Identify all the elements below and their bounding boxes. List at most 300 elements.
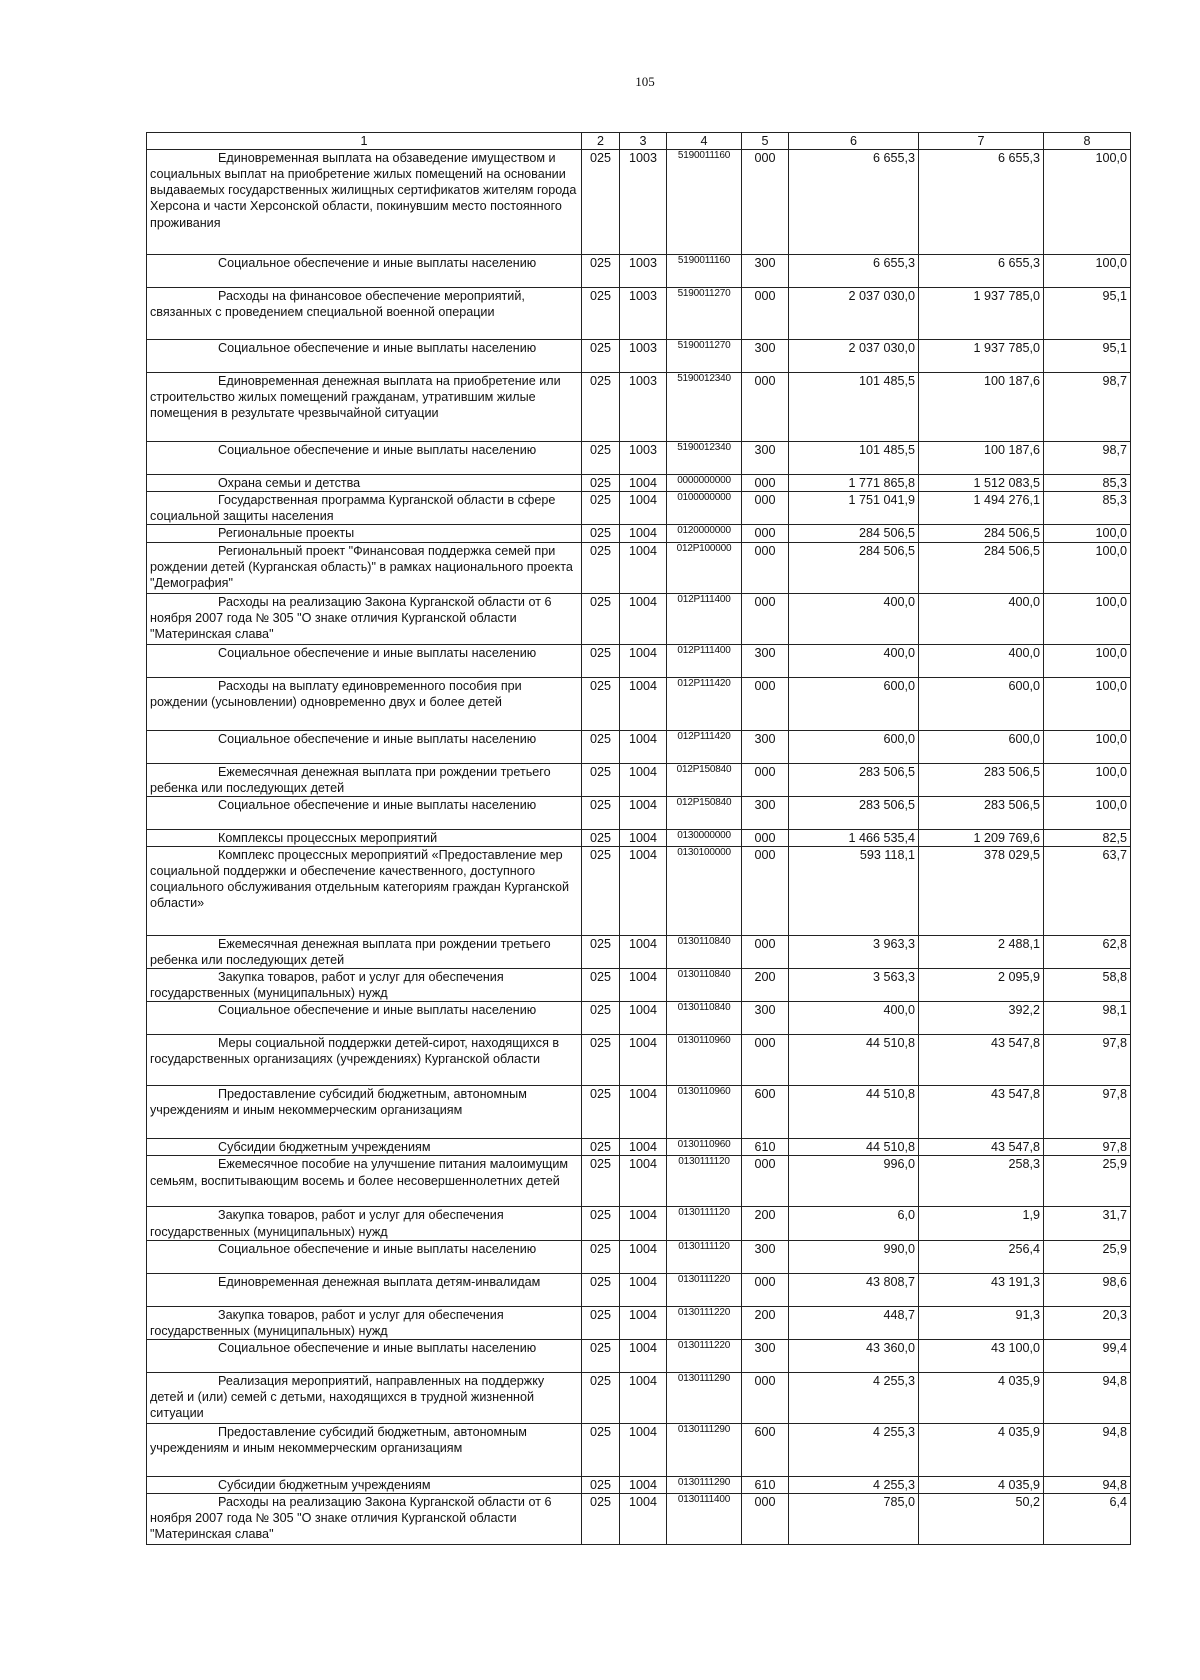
expense-type-code: 600 [742, 1086, 789, 1139]
execution-percent: 63,7 [1044, 846, 1131, 935]
executed-amount: 50,2 [919, 1493, 1044, 1544]
admin-code: 025 [582, 442, 620, 475]
execution-percent: 100,0 [1044, 763, 1131, 796]
section-code: 1004 [620, 677, 667, 730]
execution-percent: 100,0 [1044, 150, 1131, 255]
table-row [147, 475, 1131, 492]
target-article-code: 0130111220 [667, 1273, 742, 1306]
column-header: 2 [582, 133, 620, 150]
expense-type-code: 000 [742, 475, 789, 492]
table-row [147, 829, 1131, 846]
expense-type-code: 000 [742, 492, 789, 525]
executed-amount: 100 187,6 [919, 373, 1044, 442]
row-description: Расходы на финансовое обеспечение мероприятий, связанных с проведением специальной военной операции [150, 289, 525, 320]
row-description: Ежемесячное пособие на улучшение питания малоимущим семьям, воспитывающим восемь и более несовершеннолетних детей [150, 1157, 569, 1188]
target-article-code: 0130111120 [667, 1207, 742, 1240]
executed-amount: 43 547,8 [919, 1086, 1044, 1139]
section-code: 1004 [620, 644, 667, 677]
row-description-cell [147, 1207, 582, 1240]
expense-type-code: 000 [742, 288, 789, 340]
target-article-code: 012P150840 [667, 763, 742, 796]
row-description-cell [147, 644, 582, 677]
planned-amount: 4 255,3 [789, 1423, 919, 1476]
row-description-cell [147, 1493, 582, 1544]
executed-amount: 91,3 [919, 1306, 1044, 1339]
target-article-code: 5190012340 [667, 373, 742, 442]
table-row [147, 935, 1131, 968]
table-row [147, 677, 1131, 730]
expense-type-code: 200 [742, 969, 789, 1002]
target-article-code: 5190011160 [667, 255, 742, 288]
column-header: 6 [789, 133, 919, 150]
section-code: 1004 [620, 1306, 667, 1339]
section-code: 1004 [620, 593, 667, 644]
executed-amount: 256,4 [919, 1240, 1044, 1273]
admin-code: 025 [582, 644, 620, 677]
planned-amount: 600,0 [789, 677, 919, 730]
admin-code: 025 [582, 1476, 620, 1493]
table-row [147, 340, 1131, 373]
execution-percent: 100,0 [1044, 677, 1131, 730]
row-description: Социальное обеспечение и иные выплаты населению [218, 341, 537, 356]
target-article-code: 0130110960 [667, 1086, 742, 1139]
row-description-cell [147, 730, 582, 763]
admin-code: 025 [582, 1339, 620, 1372]
target-article-code: 012P111400 [667, 593, 742, 644]
row-description-cell [147, 935, 582, 968]
target-article-code: 0130111290 [667, 1372, 742, 1423]
section-code: 1004 [620, 935, 667, 968]
row-description: Ежемесячная денежная выплата при рождении третьего ребенка или последующих детей [150, 764, 551, 795]
planned-amount: 43 360,0 [789, 1339, 919, 1372]
table-row [147, 1156, 1131, 1207]
row-description: Субсидии бюджетным учреждениям [218, 1477, 431, 1492]
section-code: 1004 [620, 730, 667, 763]
row-description: Субсидии бюджетным учреждениям [218, 1140, 431, 1155]
row-description-cell [147, 373, 582, 442]
row-description-cell [147, 1372, 582, 1423]
execution-percent: 25,9 [1044, 1156, 1131, 1207]
planned-amount: 283 506,5 [789, 763, 919, 796]
executed-amount: 2 095,9 [919, 969, 1044, 1002]
expense-type-code: 000 [742, 150, 789, 255]
section-code: 1003 [620, 255, 667, 288]
table-row [147, 644, 1131, 677]
table-row [147, 442, 1131, 475]
table-row [147, 1139, 1131, 1156]
admin-code: 025 [582, 1240, 620, 1273]
row-description-cell [147, 677, 582, 730]
row-description-cell [147, 340, 582, 373]
target-article-code: 0120000000 [667, 525, 742, 542]
admin-code: 025 [582, 935, 620, 968]
expense-type-code: 300 [742, 730, 789, 763]
column-header: 8 [1044, 133, 1131, 150]
execution-percent: 98,6 [1044, 1273, 1131, 1306]
planned-amount: 6 655,3 [789, 255, 919, 288]
executed-amount: 2 488,1 [919, 935, 1044, 968]
table-body [147, 150, 1131, 1545]
executed-amount: 1 512 083,5 [919, 475, 1044, 492]
expense-type-code: 200 [742, 1306, 789, 1339]
target-article-code: 012P111420 [667, 730, 742, 763]
planned-amount: 1 466 535,4 [789, 829, 919, 846]
execution-percent: 95,1 [1044, 288, 1131, 340]
row-description-cell [147, 525, 582, 542]
target-article-code: 0130111290 [667, 1423, 742, 1476]
section-code: 1004 [620, 1339, 667, 1372]
admin-code: 025 [582, 796, 620, 829]
column-header: 4 [667, 133, 742, 150]
expense-type-code: 610 [742, 1476, 789, 1493]
section-code: 1004 [620, 525, 667, 542]
executed-amount: 1 494 276,1 [919, 492, 1044, 525]
planned-amount: 43 808,7 [789, 1273, 919, 1306]
table-row [147, 1240, 1131, 1273]
table-row [147, 593, 1131, 644]
executed-amount: 392,2 [919, 1002, 1044, 1035]
admin-code: 025 [582, 730, 620, 763]
row-description: Закупка товаров, работ и услуг для обеспечения государственных (муниципальных) нужд [150, 1208, 504, 1239]
planned-amount: 785,0 [789, 1493, 919, 1544]
row-description: Социальное обеспечение и иные выплаты населению [218, 1241, 537, 1256]
table-row [147, 1372, 1131, 1423]
executed-amount: 1 937 785,0 [919, 340, 1044, 373]
target-article-code: 0130110840 [667, 969, 742, 1002]
expense-type-code: 000 [742, 846, 789, 935]
expense-type-code: 200 [742, 1207, 789, 1240]
execution-percent: 100,0 [1044, 255, 1131, 288]
planned-amount: 3 563,3 [789, 969, 919, 1002]
execution-percent: 97,8 [1044, 1035, 1131, 1086]
section-code: 1004 [620, 1273, 667, 1306]
row-description-cell [147, 1306, 582, 1339]
section-code: 1003 [620, 340, 667, 373]
row-description-cell [147, 1423, 582, 1476]
execution-percent: 94,8 [1044, 1476, 1131, 1493]
table-row [147, 1086, 1131, 1139]
executed-amount: 100 187,6 [919, 442, 1044, 475]
row-description: Единовременная денежная выплата детям-инвалидам [218, 1274, 541, 1289]
admin-code: 025 [582, 1002, 620, 1035]
planned-amount: 4 255,3 [789, 1372, 919, 1423]
executed-amount: 4 035,9 [919, 1372, 1044, 1423]
planned-amount: 284 506,5 [789, 542, 919, 593]
admin-code: 025 [582, 1273, 620, 1306]
table-row [147, 255, 1131, 288]
row-description: Единовременная выплата на обзаведение имуществом и социальных выплат на приобретение жилых помещений на основании выдаваемых государственных жилищных сертификатов жителям города Херсона и части Херсонской области, покинувшим место постоянного проживания [150, 151, 577, 230]
expense-type-code: 000 [742, 1372, 789, 1423]
executed-amount: 43 547,8 [919, 1139, 1044, 1156]
planned-amount: 593 118,1 [789, 846, 919, 935]
admin-code: 025 [582, 288, 620, 340]
row-description-cell [147, 1002, 582, 1035]
row-description-cell [147, 442, 582, 475]
expense-type-code: 000 [742, 1493, 789, 1544]
row-description-cell [147, 846, 582, 935]
target-article-code: 0130111220 [667, 1306, 742, 1339]
admin-code: 025 [582, 969, 620, 1002]
table-row [147, 150, 1131, 255]
executed-amount: 1 209 769,6 [919, 829, 1044, 846]
executed-amount: 6 655,3 [919, 150, 1044, 255]
expense-type-code: 300 [742, 340, 789, 373]
section-code: 1004 [620, 492, 667, 525]
execution-percent: 98,7 [1044, 373, 1131, 442]
section-code: 1004 [620, 1207, 667, 1240]
expense-type-code: 300 [742, 1240, 789, 1273]
row-description-cell [147, 1240, 582, 1273]
row-description-cell [147, 1156, 582, 1207]
execution-percent: 100,0 [1044, 730, 1131, 763]
admin-code: 025 [582, 1423, 620, 1476]
budget-table [146, 132, 1131, 1545]
planned-amount: 1 751 041,9 [789, 492, 919, 525]
section-code: 1004 [620, 796, 667, 829]
admin-code: 025 [582, 542, 620, 593]
expense-type-code: 000 [742, 1156, 789, 1207]
expense-type-code: 000 [742, 593, 789, 644]
section-code: 1004 [620, 475, 667, 492]
planned-amount: 44 510,8 [789, 1086, 919, 1139]
table-row [147, 1035, 1131, 1086]
expense-type-code: 000 [742, 525, 789, 542]
planned-amount: 284 506,5 [789, 525, 919, 542]
execution-percent: 100,0 [1044, 593, 1131, 644]
section-code: 1004 [620, 1493, 667, 1544]
executed-amount: 400,0 [919, 593, 1044, 644]
table-row [147, 1273, 1131, 1306]
planned-amount: 101 485,5 [789, 373, 919, 442]
section-code: 1004 [620, 969, 667, 1002]
table-row [147, 1493, 1131, 1544]
section-code: 1004 [620, 1002, 667, 1035]
row-description-cell [147, 969, 582, 1002]
planned-amount: 400,0 [789, 593, 919, 644]
admin-code: 025 [582, 475, 620, 492]
target-article-code: 5190011160 [667, 150, 742, 255]
table-row [147, 1423, 1131, 1476]
expense-type-code: 000 [742, 763, 789, 796]
executed-amount: 284 506,5 [919, 525, 1044, 542]
row-description: Региональные проекты [218, 526, 355, 541]
target-article-code: 0130000000 [667, 829, 742, 846]
execution-percent: 94,8 [1044, 1423, 1131, 1476]
row-description: Предоставление субсидий бюджетным, автономным учреждениям и иным некоммерческим организациям [150, 1087, 527, 1118]
row-description: Расходы на реализацию Закона Курганской области от 6 ноября 2007 года № 305 "О знаке отличия Курганской области "Материнская слава" [150, 1494, 552, 1542]
expense-type-code: 300 [742, 442, 789, 475]
target-article-code: 0130110840 [667, 935, 742, 968]
planned-amount: 400,0 [789, 1002, 919, 1035]
expense-type-code: 600 [742, 1423, 789, 1476]
planned-amount: 448,7 [789, 1306, 919, 1339]
table-row [147, 542, 1131, 593]
target-article-code: 012P111400 [667, 644, 742, 677]
executed-amount: 283 506,5 [919, 763, 1044, 796]
admin-code: 025 [582, 846, 620, 935]
row-description-cell [147, 492, 582, 525]
row-description-cell [147, 255, 582, 288]
table-row [147, 288, 1131, 340]
target-article-code: 5190011270 [667, 288, 742, 340]
target-article-code: 012P100000 [667, 542, 742, 593]
target-article-code: 0130111120 [667, 1240, 742, 1273]
section-code: 1004 [620, 542, 667, 593]
admin-code: 025 [582, 1207, 620, 1240]
row-description: Охрана семьи и детства [218, 476, 361, 491]
column-header: 1 [147, 133, 582, 150]
execution-percent: 20,3 [1044, 1306, 1131, 1339]
table-header-row [147, 133, 1131, 150]
column-header: 3 [620, 133, 667, 150]
admin-code: 025 [582, 1156, 620, 1207]
executed-amount: 6 655,3 [919, 255, 1044, 288]
row-description: Комплекс процессных мероприятий «Предоставление мер социальной поддержки и обеспечение качественного, доступного социального обслуживания отдельным категориям граждан Курганской области» [150, 847, 570, 911]
planned-amount: 2 037 030,0 [789, 288, 919, 340]
executed-amount: 1 937 785,0 [919, 288, 1044, 340]
row-description: Региональный проект "Финансовая поддержка семей при рождении детей (Курганская область)" в рамках национального проекта "Демография" [150, 543, 573, 590]
execution-percent: 82,5 [1044, 829, 1131, 846]
expense-type-code: 000 [742, 829, 789, 846]
row-description: Реализация мероприятий, направленных на поддержку детей и (или) семей с детьми, находящихся в трудной жизненной ситуации [150, 1373, 545, 1421]
row-description-cell [147, 1273, 582, 1306]
execution-percent: 94,8 [1044, 1372, 1131, 1423]
admin-code: 025 [582, 829, 620, 846]
row-description-cell [147, 796, 582, 829]
admin-code: 025 [582, 340, 620, 373]
planned-amount: 2 037 030,0 [789, 340, 919, 373]
admin-code: 025 [582, 1035, 620, 1086]
executed-amount: 1,9 [919, 1207, 1044, 1240]
executed-amount: 600,0 [919, 730, 1044, 763]
row-description: Комплексы процессных мероприятий [218, 830, 438, 845]
admin-code: 025 [582, 1139, 620, 1156]
planned-amount: 283 506,5 [789, 796, 919, 829]
expense-type-code: 610 [742, 1139, 789, 1156]
expense-type-code: 000 [742, 542, 789, 593]
row-description: Закупка товаров, работ и услуг для обеспечения государственных (муниципальных) нужд [150, 970, 504, 1001]
row-description: Социальное обеспечение и иные выплаты населению [218, 797, 537, 812]
section-code: 1003 [620, 150, 667, 255]
admin-code: 025 [582, 677, 620, 730]
row-description: Ежемесячная денежная выплата при рождении третьего ребенка или последующих детей [150, 936, 551, 967]
executed-amount: 258,3 [919, 1156, 1044, 1207]
target-article-code: 0130110960 [667, 1139, 742, 1156]
table-row [147, 763, 1131, 796]
row-description-cell [147, 1339, 582, 1372]
section-code: 1004 [620, 1372, 667, 1423]
executed-amount: 4 035,9 [919, 1476, 1044, 1493]
table-row [147, 1002, 1131, 1035]
table-row [147, 525, 1131, 542]
section-code: 1004 [620, 846, 667, 935]
expense-type-code: 000 [742, 677, 789, 730]
planned-amount: 4 255,3 [789, 1476, 919, 1493]
execution-percent: 62,8 [1044, 935, 1131, 968]
execution-percent: 100,0 [1044, 796, 1131, 829]
table-row [147, 1339, 1131, 1372]
table-row [147, 846, 1131, 935]
execution-percent: 6,4 [1044, 1493, 1131, 1544]
execution-percent: 58,8 [1044, 969, 1131, 1002]
planned-amount: 44 510,8 [789, 1035, 919, 1086]
admin-code: 025 [582, 1306, 620, 1339]
planned-amount: 101 485,5 [789, 442, 919, 475]
execution-percent: 99,4 [1044, 1339, 1131, 1372]
column-header: 5 [742, 133, 789, 150]
expense-type-code: 000 [742, 373, 789, 442]
table-row [147, 1207, 1131, 1240]
target-article-code: 0130100000 [667, 846, 742, 935]
admin-code: 025 [582, 492, 620, 525]
executed-amount: 284 506,5 [919, 542, 1044, 593]
page-number: 105 [635, 74, 655, 89]
execution-percent: 95,1 [1044, 340, 1131, 373]
executed-amount: 43 191,3 [919, 1273, 1044, 1306]
target-article-code: 0130111400 [667, 1493, 742, 1544]
table-row [147, 1306, 1131, 1339]
target-article-code: 0130111290 [667, 1476, 742, 1493]
admin-code: 025 [582, 1086, 620, 1139]
executed-amount: 43 100,0 [919, 1339, 1044, 1372]
section-code: 1004 [620, 829, 667, 846]
planned-amount: 990,0 [789, 1240, 919, 1273]
row-description-cell [147, 1086, 582, 1139]
admin-code: 025 [582, 763, 620, 796]
table-row [147, 796, 1131, 829]
executed-amount: 600,0 [919, 677, 1044, 730]
target-article-code: 0130110840 [667, 1002, 742, 1035]
admin-code: 025 [582, 373, 620, 442]
planned-amount: 600,0 [789, 730, 919, 763]
executed-amount: 400,0 [919, 644, 1044, 677]
target-article-code: 5190012340 [667, 442, 742, 475]
target-article-code: 0130111120 [667, 1156, 742, 1207]
expense-type-code: 300 [742, 796, 789, 829]
section-code: 1004 [620, 1423, 667, 1476]
row-description: Закупка товаров, работ и услуг для обеспечения государственных (муниципальных) нужд [150, 1307, 504, 1338]
section-code: 1004 [620, 763, 667, 796]
execution-percent: 97,8 [1044, 1086, 1131, 1139]
row-description-cell [147, 288, 582, 340]
execution-percent: 25,9 [1044, 1240, 1131, 1273]
execution-percent: 97,8 [1044, 1139, 1131, 1156]
executed-amount: 378 029,5 [919, 846, 1044, 935]
admin-code: 025 [582, 255, 620, 288]
planned-amount: 996,0 [789, 1156, 919, 1207]
table-row [147, 1476, 1131, 1493]
table-row [147, 969, 1131, 1002]
execution-percent: 31,7 [1044, 1207, 1131, 1240]
column-header: 7 [919, 133, 1044, 150]
expense-type-code: 300 [742, 1339, 789, 1372]
row-description: Расходы на реализацию Закона Курганской области от 6 ноября 2007 года № 305 "О знаке отличия Курганской области "Материнская слава" [150, 594, 552, 641]
expense-type-code: 300 [742, 644, 789, 677]
section-code: 1004 [620, 1156, 667, 1207]
planned-amount: 400,0 [789, 644, 919, 677]
row-description-cell [147, 150, 582, 255]
row-description: Социальное обеспечение и иные выплаты населению [218, 256, 537, 271]
row-description-cell [147, 593, 582, 644]
execution-percent: 85,3 [1044, 475, 1131, 492]
admin-code: 025 [582, 1493, 620, 1544]
planned-amount: 6 655,3 [789, 150, 919, 255]
planned-amount: 6,0 [789, 1207, 919, 1240]
target-article-code: 0100000000 [667, 492, 742, 525]
row-description: Государственная программа Курганской области в сфере социальной защиты населения [150, 493, 556, 524]
admin-code: 025 [582, 1372, 620, 1423]
target-article-code: 0000000000 [667, 475, 742, 492]
